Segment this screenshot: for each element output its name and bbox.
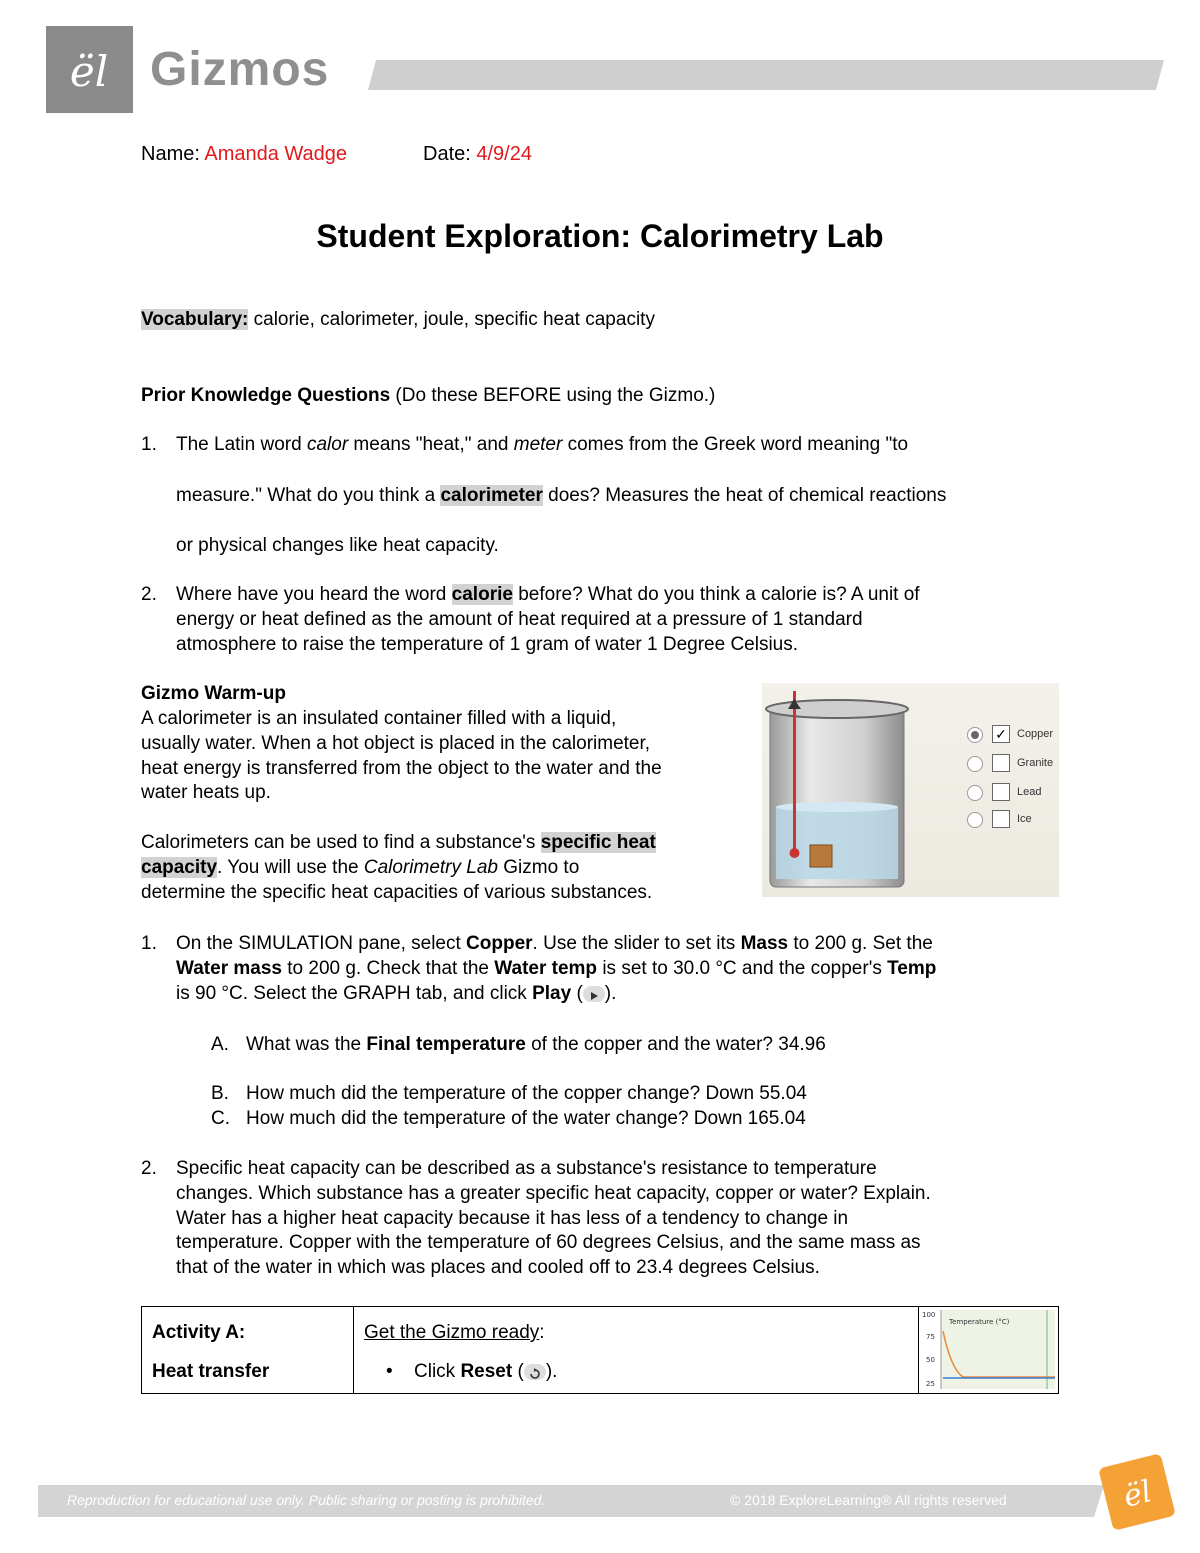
gizmos-logo: [46, 26, 133, 113]
sim-text: to 200 g. Check that the: [281, 958, 495, 979]
reset-icon: [524, 1364, 546, 1380]
activity-instructions-cell: [354, 1307, 919, 1393]
sim-c-text: How much did the temperature of the water change? Down 165.04: [246, 1108, 806, 1129]
sim-bold: Mass: [740, 933, 789, 954]
reset-label: Reset: [460, 1361, 513, 1382]
warmup-line: usually water. When a hot object is placed in the calorimeter,: [141, 733, 651, 754]
brand-name: Gizmos: [150, 43, 330, 96]
sim-text: . Use the slider to set its: [532, 933, 741, 954]
activity-graph-cell: [919, 1307, 1057, 1393]
prior-title: Prior Knowledge Questions: [141, 385, 391, 406]
option-label: Lead: [1017, 786, 1042, 798]
sim-text: to 200 g. Set the: [788, 933, 933, 954]
heat-q-answer: that of the water in which was places and cooled off to 23.4 degrees Celsius.: [176, 1257, 820, 1278]
date-value: 4/9/24: [476, 143, 532, 165]
calorimeter-drawing: [762, 683, 1059, 897]
heat-q-line: Specific heat capacity can be described as a substance's resistance to temperature: [176, 1158, 877, 1179]
q1-text: measure." What do you think a: [176, 485, 441, 506]
q1-text: The Latin word: [176, 434, 307, 455]
sim-bold: Copper: [466, 933, 533, 954]
warmup-line: determine the specific heat capacities of various substances.: [141, 882, 653, 903]
heat-q-answer: Water has a higher heat capacity because it has less of a tendency to change in: [176, 1208, 849, 1229]
option-label: Ice: [1017, 813, 1032, 825]
graph-tick: 75: [926, 1333, 935, 1341]
sim-q-line1: [176, 931, 933, 956]
graph-tick: 50: [926, 1356, 935, 1364]
option-label: Copper: [1017, 728, 1054, 740]
name-value: Amanda Wadge: [204, 143, 348, 165]
name-label: Name:: [141, 143, 205, 165]
heat-q-line: changes. Which substance has a greater specific heat capacity, copper or water? Explain.: [176, 1183, 931, 1204]
sim-text: is set to 30.0 °C and the copper's: [597, 958, 888, 979]
play-icon: [583, 986, 605, 1002]
warmup-line: water heats up.: [141, 782, 271, 803]
sim-text: ).: [604, 983, 617, 1004]
heat-q-number: 2.: [141, 1158, 157, 1179]
graph-tick: 25: [926, 1380, 935, 1388]
warmup-text: Gizmo to: [497, 857, 580, 878]
q2-term: calorie: [451, 584, 513, 605]
q2-line1: [176, 582, 920, 607]
warmup-line: A calorimeter is an insulated container filled with a liquid,: [141, 708, 617, 729]
calorimeter-figure: [762, 683, 1059, 897]
warmup-gizmo-name: Calorimetry Lab: [363, 857, 498, 878]
header-bar: [368, 60, 1164, 90]
warmup-line: [141, 855, 579, 880]
sim-bold: Temp: [887, 958, 937, 979]
sim-b-letter: B.: [211, 1083, 229, 1104]
warmup-text: Calorimeters can be used to find a substance's: [141, 832, 541, 853]
vocabulary-line: [141, 307, 655, 332]
sim-q-number: 1.: [141, 933, 157, 954]
checkbox-lead[interactable]: [992, 783, 1010, 801]
ready-line: [364, 1320, 545, 1345]
warmup-text: . You will use the: [217, 857, 364, 878]
warmup-line: heat energy is transferred from the object to the water and the: [141, 758, 662, 779]
activity-label-cell: [142, 1307, 354, 1393]
warmup-heading: Gizmo Warm-up: [141, 683, 286, 704]
radio-ice[interactable]: [967, 812, 983, 828]
activity-title: Activity A:: [152, 1322, 246, 1343]
q2-line2: energy or heat defined as the amount of heat required at a pressure of 1 standard: [176, 609, 863, 630]
explorelearning-logo: [1098, 1453, 1176, 1531]
q2-line3: atmosphere to raise the temperature of 1 gram of water 1 Degree Celsius.: [176, 634, 799, 655]
sim-answer: of the copper and the water? 34.96: [525, 1034, 826, 1055]
sim-a-letter: A.: [211, 1034, 229, 1055]
reset-text: Click: [414, 1361, 461, 1382]
q1-line1: [176, 432, 908, 457]
radio-granite[interactable]: [967, 756, 983, 772]
checkbox-granite[interactable]: [992, 754, 1010, 772]
q1-text: comes from the Greek word meaning "to: [562, 434, 909, 455]
q1-answer: does? Measures the heat of chemical reactions: [542, 485, 947, 506]
warmup-line: [141, 830, 656, 855]
sim-bold: Water temp: [494, 958, 598, 979]
page-title: Student Exploration: Calorimetry Lab: [316, 218, 884, 254]
date-line: [423, 142, 532, 167]
date-label: Date:: [423, 143, 477, 165]
footer-copyright: © 2018 ExploreLearning® All rights reserved: [730, 1492, 1007, 1508]
sim-a-text: [246, 1032, 826, 1057]
radio-lead[interactable]: [967, 785, 983, 801]
activity-table: [141, 1306, 1059, 1394]
q1-line3: or physical changes like heat capacity.: [176, 535, 499, 556]
q1-number: 1.: [141, 434, 157, 455]
q1-calor: calor: [306, 434, 349, 455]
q2-text: Where have you heard the word: [176, 584, 452, 605]
vocabulary-terms: calorie, calorimeter, joule, specific heat capacity: [248, 309, 655, 330]
activity-subtitle: Heat transfer: [152, 1361, 270, 1382]
sim-bold: Final temperature: [366, 1034, 526, 1055]
vocabulary-label: Vocabulary:: [141, 309, 249, 330]
footer-disclaimer: Reproduction for educational use only. Public sharing or posting is prohibited.: [67, 1492, 546, 1508]
q1-text: means "heat," and: [348, 434, 514, 455]
logo-text: ël: [69, 47, 109, 96]
sim-bold: Play: [532, 983, 572, 1004]
q2-answer: before? What do you think a calorie is? A unit of: [512, 584, 920, 605]
q1-term: calorimeter: [440, 485, 543, 506]
q1-meter: meter: [513, 434, 563, 455]
sim-q-line2: [176, 956, 936, 981]
heat-q-answer: temperature. Copper with the temperature of 60 degrees Celsius, and the same mass as: [176, 1232, 921, 1253]
reset-line: [414, 1359, 557, 1384]
warmup-term: specific heat: [540, 832, 656, 853]
footer-logo-text: ël: [1120, 1474, 1156, 1515]
sim-b-text: How much did the temperature of the copper change? Down 55.04: [246, 1083, 807, 1104]
warmup-term: capacity: [141, 857, 218, 878]
sim-bold: Water mass: [176, 958, 282, 979]
prior-note: (Do these BEFORE using the Gizmo.): [390, 385, 716, 406]
graph-tick: 100: [922, 1311, 936, 1319]
reset-text: (: [512, 1361, 524, 1382]
sim-q-line3: [176, 981, 616, 1006]
sim-text: On the SIMULATION pane, select: [176, 933, 467, 954]
sim-c-letter: C.: [211, 1108, 230, 1129]
temperature-graph-thumbnail: [919, 1307, 1057, 1392]
checkbox-ice[interactable]: [992, 810, 1010, 828]
option-label: Granite: [1017, 757, 1054, 769]
checkbox-copper[interactable]: ✓: [992, 725, 1010, 743]
sim-text: What was the: [246, 1034, 367, 1055]
prior-heading: [141, 383, 715, 408]
name-line: [141, 142, 347, 167]
q1-line2: [176, 483, 946, 508]
sim-text: (: [571, 983, 583, 1004]
graph-title: Temperature (°C): [949, 1318, 1010, 1326]
radio-copper[interactable]: [967, 727, 983, 743]
sim-text: is 90 °C. Select the GRAPH tab, and click: [176, 983, 533, 1004]
q2-number: 2.: [141, 584, 157, 605]
ready-colon: :: [539, 1322, 545, 1343]
reset-text: ).: [545, 1361, 558, 1382]
bullet: •: [386, 1361, 393, 1382]
ready-label: Get the Gizmo ready: [364, 1322, 540, 1343]
